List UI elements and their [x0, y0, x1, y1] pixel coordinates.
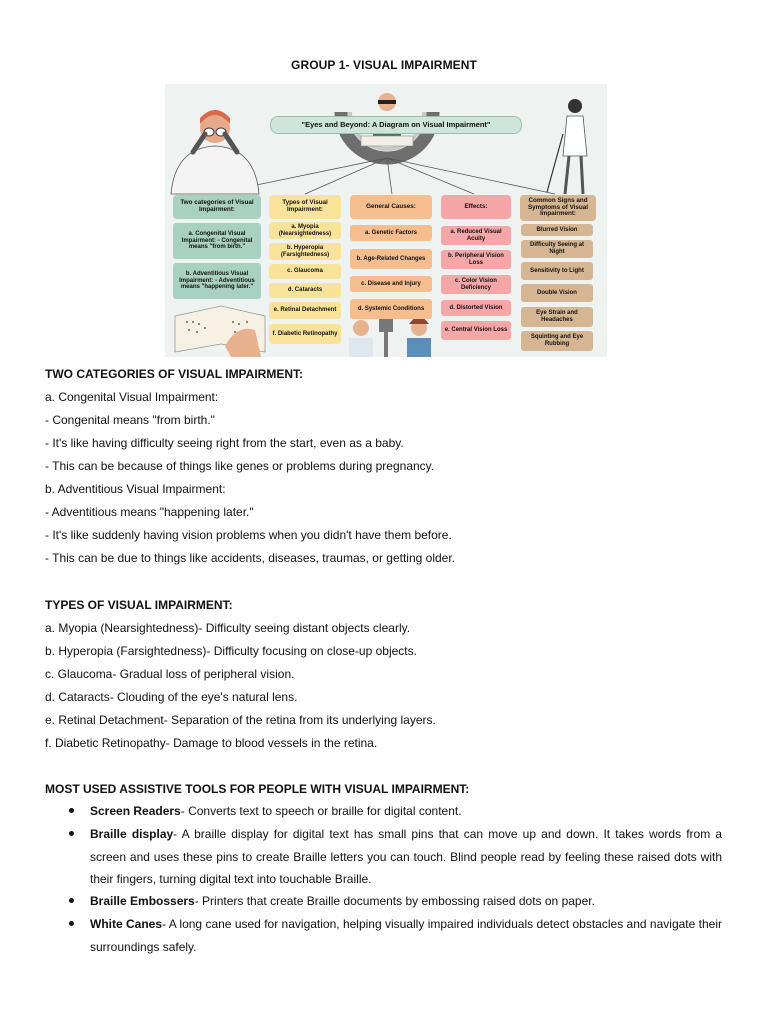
diagram-item: d. Distorted Vision	[441, 300, 511, 316]
diagram-column-header: Two categories of Visual Impairment:	[173, 195, 261, 219]
document-title: GROUP 1- VISUAL IMPAIRMENT	[291, 58, 477, 72]
text-line: e. Retinal Detachment- Separation of the retina from its underlying layers.	[45, 713, 436, 727]
diagram-item: Double Vision	[521, 284, 593, 302]
text-line: a. Myopia (Nearsightedness)- Difficulty seeing distant objects clearly.	[45, 621, 411, 635]
section-heading: TWO CATEGORIES OF VISUAL IMPAIRMENT:	[45, 367, 303, 381]
bullet-icon	[69, 808, 74, 813]
text-line: f. Diabetic Retinopathy- Damage to blood vessels in the retina.	[45, 736, 378, 750]
text-line: - Congenital means "from birth."	[45, 413, 215, 427]
diagram-item: a. Congenital Visual Impairment: - Congenital means "from birth."	[173, 223, 261, 259]
diagram-item: e. Retinal Detachment	[269, 302, 341, 319]
list-item	[90, 823, 722, 891]
diagram-column-header: Effects:	[441, 195, 511, 219]
list-item-text: - A braille display for digital text has small pins that can move up and down. It takes words from a screen and uses these pins to create Braille letters you can touch. Blind people read by feeling these raised dots with their fingers, turning digital text into touchable Braille.	[90, 827, 722, 886]
list-item-term: Braille display	[90, 827, 174, 841]
diagram-item: b. Hyperopia (Farsightedness)	[269, 243, 341, 260]
diagram-item: Eye Strain and Headaches	[521, 307, 593, 327]
bullet-icon	[69, 898, 74, 903]
diagram-column-header: Types of Visual Impairment:	[269, 195, 341, 219]
diagram-item: Blurred Vision	[521, 224, 593, 236]
diagram-item: a. Myopia (Nearsightedness)	[269, 222, 341, 239]
list-item-term: Screen Readers	[90, 804, 181, 818]
text-line: - This can be because of things like genes or problems during pregnancy.	[45, 459, 435, 473]
text-line: a. Congenital Visual Impairment:	[45, 390, 219, 404]
bullet-icon	[69, 921, 74, 926]
text-line: - This can be due to things like accidents, diseases, traumas, or getting older.	[45, 551, 456, 565]
diagram-item: c. Disease and Injury	[350, 276, 432, 292]
bullet-icon	[69, 831, 74, 836]
text-line: - It's like suddenly having vision problems when you didn't have them before.	[45, 528, 452, 542]
diagram-item: c. Color Vision Deficiency	[441, 275, 511, 294]
text-line: - Adventitious means "happening later."	[45, 505, 254, 519]
text-line: b. Adventitious Visual Impairment:	[45, 482, 226, 496]
diagram-item: e. Central Vision Loss	[441, 321, 511, 340]
diagram-title: "Eyes and Beyond: A Diagram on Visual Impairment"	[270, 116, 522, 134]
text-line: d. Cataracts- Clouding of the eye's natural lens.	[45, 690, 298, 704]
diagram-item: a. Genetic Factors	[350, 225, 432, 241]
diagram-item: b. Adventitious Visual Impairment: - Adventitious means "happening later."	[173, 263, 261, 299]
diagram-item: Sensitivity to Light	[521, 262, 593, 280]
list-item	[90, 890, 722, 913]
section-heading: TYPES OF VISUAL IMPAIRMENT:	[45, 598, 233, 612]
diagram-item: f. Diabetic Retinopathy	[269, 324, 341, 344]
list-item-term: White Canes	[90, 917, 163, 931]
diagram-item: b. Age-Related Changes	[350, 249, 432, 269]
text-line: c. Glaucoma- Gradual loss of peripheral vision.	[45, 667, 295, 681]
section-heading: MOST USED ASSISTIVE TOOLS FOR PEOPLE WITH VISUAL IMPAIRMENT:	[45, 782, 470, 796]
diagram-item: c. Glaucoma	[269, 264, 341, 279]
diagram-column-header: General Causes:	[350, 195, 432, 219]
text-line: - It's like having difficulty seeing right from the start, even as a baby.	[45, 436, 404, 450]
diagram-column-header: Common Signs and Symptoms of Visual Impairment:	[520, 195, 596, 221]
list-item-text: - Converts text to speech or braille for digital content.	[180, 804, 462, 818]
list-item	[90, 913, 722, 958]
list-item-text: - A long cane used for navigation, helping visually impaired individuals detect obstacles and navigate their surroundings safely.	[90, 917, 722, 954]
diagram-item: Difficulty Seeing at Night	[521, 240, 593, 258]
diagram-item: d. Systemic Conditions	[350, 299, 432, 319]
list-item-text: - Printers that create Braille documents by embossing raised dots on paper.	[194, 894, 595, 908]
visual-impairment-diagram	[165, 84, 607, 357]
diagram-item: d. Cataracts	[269, 283, 341, 298]
diagram-item: b. Peripheral Vision Loss	[441, 250, 511, 269]
diagram-item: a. Reduced Visual Acuity	[441, 226, 511, 245]
list-item	[90, 800, 722, 823]
diagram-item: Squinting and Eye Rubbing	[521, 331, 593, 351]
list-item-term: Braille Embossers	[90, 894, 195, 908]
text-line: b. Hyperopia (Farsightedness)- Difficulty focusing on close-up objects.	[45, 644, 417, 658]
